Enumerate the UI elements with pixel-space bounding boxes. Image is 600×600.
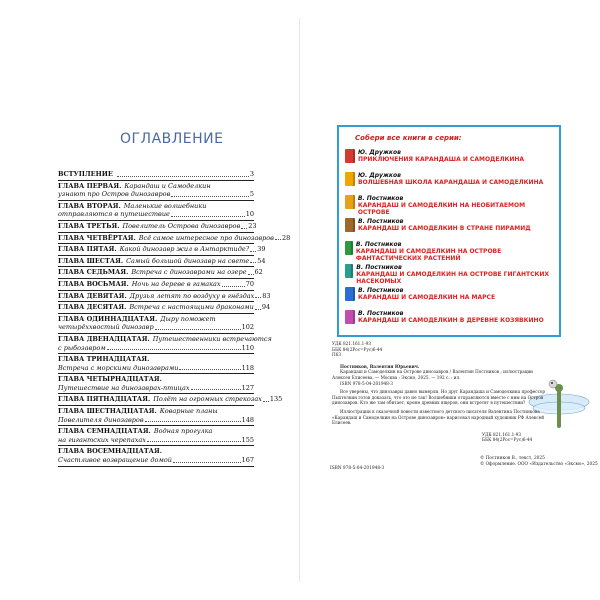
toc-leader [248, 274, 254, 275]
bbk-code-2: ББК 84(2Рос=Рус)6-44 [482, 437, 533, 443]
book-title: КАРАНДАШ И САМОДЕЛКИН НА ОСТРОВЕ ГИГАНТСКИХ НАСЕКОМЫХ [356, 271, 550, 285]
toc-page: 155 [241, 435, 254, 444]
annotation: Все уверены, что динозавры давно вымерли. Но друг Карандашa и Самоделкина профессор Пыхтелкин готов доказать, что это не так! Волшебники отправляются вместе с ним на Остров динозавров. Кто же там обитает, кроме древних ящеров, они встретят в путешествии? [332, 389, 546, 406]
toc-chapter: ГЛАВА ПЯТАЯ. [58, 245, 117, 254]
book-author: В. Постников [358, 310, 404, 317]
toc-title-text: Полёт на огромных стрекозах [153, 395, 262, 404]
toc-leader [250, 262, 256, 263]
toc-page: 28 [281, 233, 291, 242]
toc-row [58, 182, 254, 191]
series-book [345, 218, 555, 232]
toc-divider [58, 232, 254, 233]
author-line: Постников, Валентин Юрьевич. [340, 363, 420, 369]
toc-title-text: Дыру поможет [160, 314, 216, 323]
toc-chapter: ГЛАВА ДЕСЯТАЯ. [58, 303, 127, 312]
toc-row [58, 334, 272, 344]
book-icon [345, 195, 355, 209]
udk-code: УДК 821.161.1-93 [332, 341, 372, 346]
series-book [345, 310, 555, 324]
series-book [345, 287, 555, 301]
toc-title-text: Ночь на дереве в гамаках [131, 279, 221, 288]
toc-leader [117, 176, 249, 177]
toc-divider [58, 278, 254, 279]
toc-page: 62 [254, 268, 263, 277]
bbk-code: ББК 84(2Рос=Рус)6-44 [332, 346, 383, 352]
toc-title-text: Всё самое интересное про динозавров [138, 233, 274, 242]
toc-row [58, 315, 254, 324]
toc-chapter: ГЛАВА СЕДЬМАЯ. [58, 268, 129, 277]
toc-title-text: Карандаш и Самоделкин [124, 181, 211, 190]
toc-chapter: ГЛАВА ВОСЕМНАДЦАТАЯ. [58, 447, 162, 456]
book-text [358, 218, 531, 232]
toc-page: 110 [241, 343, 254, 352]
book-text [356, 241, 555, 262]
series-book [345, 241, 555, 262]
toc-title-text: Коварные планы [159, 407, 218, 416]
toc-divider [58, 373, 254, 374]
book-text [358, 310, 544, 324]
book-title: ВОЛШЕБНАЯ ШКОЛА КАРАНДАША И САМОДЕЛКИНА [358, 179, 544, 186]
toc-divider [58, 445, 254, 446]
toc-divider [58, 393, 254, 394]
book-title: КАРАНДАШ И САМОДЕЛКИН В СТРАНЕ ПИРАМИД [358, 225, 531, 232]
toc-chapter: ГЛАВА ШЕСТАЯ. [58, 256, 124, 265]
isbn-bottom: ISBN 978-5-04-201948-3 [330, 466, 385, 471]
toc-chapter: ВСТУПЛЕНИЕ [58, 170, 113, 178]
toc-leader [222, 286, 245, 287]
toc-leader [145, 421, 241, 422]
toc-chapter: ГЛАВА ЧЕТЫРНАДЦАТАЯ. [58, 375, 162, 384]
toc-leader [241, 228, 247, 229]
toc-leader [255, 309, 261, 310]
toc-title-text: Самый большой динозавр на свете [126, 256, 250, 265]
toc-row [58, 344, 254, 353]
right-page [300, 18, 600, 582]
toc-divider [58, 290, 254, 291]
toc-leader [107, 349, 241, 350]
toc-row [58, 268, 263, 277]
toc-page: 94 [261, 303, 271, 312]
toc-page: 83 [262, 291, 271, 300]
book-icon [345, 218, 355, 232]
toc-leader [171, 196, 248, 197]
toc-row [58, 384, 254, 393]
toc-title-text: Путешественники встречаются [152, 334, 272, 343]
toc-title-text: с рыбозавром [58, 343, 106, 352]
toc-title-text: Повелителя динозавров [58, 415, 144, 424]
toc-page: 135 [269, 395, 283, 404]
book-title: КАРАНДАШ И САМОДЕЛКИН В ДЕРЕВНЕ КОЗЯВКИНО [358, 317, 544, 324]
toc-divider [58, 180, 254, 181]
toc-page: 5 [249, 190, 254, 199]
toc-leader [255, 297, 261, 298]
toc-row [58, 245, 266, 254]
toc-page: 102 [241, 323, 254, 332]
toc-title-text: узнают про Остров динозавров [58, 190, 171, 199]
toc-row [58, 210, 254, 219]
toc-page: 10 [245, 210, 254, 219]
toc-row [58, 364, 254, 373]
copyright-block [480, 456, 598, 468]
toc-title-text: на гигантских черепахах [58, 435, 146, 444]
book-author: Ю. Дружков [358, 172, 401, 179]
toc-leader [263, 401, 269, 402]
toc-row [58, 202, 254, 211]
book-author: В. Постников [357, 195, 404, 202]
toc-row [58, 416, 254, 425]
series-book [345, 195, 555, 216]
toc-page: 23 [248, 221, 257, 230]
toc-title-text: Повелитель Острова динозавров [122, 221, 241, 230]
toc-row [58, 323, 254, 332]
toc-page: 167 [241, 456, 254, 465]
toc-row [58, 280, 254, 289]
copyright-text: © Постников В., текст, 2025 [480, 456, 545, 461]
toc-chapter: ГЛАВА ВОСЬМАЯ. [58, 279, 129, 288]
toc-chapter: ГЛАВА ДВЕНАДЦАТАЯ. [58, 334, 150, 343]
toc-row [58, 291, 271, 301]
toc-row [58, 190, 254, 199]
toc-title-text: Маленькие волшебники [123, 201, 207, 210]
toc-page: 148 [241, 415, 254, 424]
toc-divider [58, 200, 254, 201]
toc-leader [171, 216, 245, 217]
toc-row [58, 395, 283, 404]
toc-divider [58, 243, 254, 244]
toc-title-text: Друзья летят по воздуху в гнёздах [129, 291, 255, 300]
toc-chapter: ГЛАВА ДЕВЯТАЯ. [58, 291, 127, 300]
toc-chapter: ГЛАВА ПЕРВАЯ. [58, 181, 122, 190]
book-text [358, 287, 495, 301]
toc-leader [147, 441, 241, 442]
toc-divider [58, 333, 254, 334]
toc-row [58, 303, 271, 312]
isbn-line: ISBN 978-5-04-201948-3 [340, 380, 393, 386]
toc-divider [58, 425, 254, 426]
toc-row [58, 233, 291, 243]
toc-leader [179, 369, 240, 370]
toc-divider [58, 266, 254, 267]
illustrator-note: Иллюстрации к сказочной повести известного детского писателя Валентина Постникова «Карандаш и Самоделкин на Острове динозавров» нарисовал народный художник РФ Алексей Елисеев. [332, 408, 545, 426]
book-author: В. Постников [356, 264, 402, 271]
book-author: В. Постников [358, 218, 404, 225]
toc-row [58, 436, 254, 445]
toc-row [58, 355, 254, 364]
toc-page: 39 [257, 245, 266, 254]
series-book [345, 172, 555, 186]
book-icon [345, 310, 355, 324]
book-title: КАРАНДАШ И САМОДЕЛКИН НА НЕОБИТАЕМОМ ОСТРОВЕ [357, 202, 526, 216]
book-text [358, 195, 555, 216]
toc-page: 127 [241, 383, 254, 392]
toc-chapter: ГЛАВА ТРИНАДЦАТАЯ. [58, 355, 150, 364]
book-text [358, 172, 543, 186]
toc-divider [58, 220, 254, 221]
book-author: Ю. Дружков [358, 149, 401, 156]
toc-row [58, 256, 266, 266]
series-book [345, 264, 555, 285]
book-icon [345, 172, 355, 186]
toc-title-text: четырёххвостый динозавр [58, 323, 154, 332]
toc-title-text: отправляются в путешествие [58, 210, 170, 219]
book-title: ПРИКЛЮЧЕНИЯ КАРАНДАША И САМОДЕЛКИНА [358, 156, 525, 163]
toc-row [58, 407, 254, 416]
toc-chapter: ГЛАВА ВТОРАЯ. [58, 201, 121, 210]
toc-chapter: ГЛАВА ЧЕТВЁРТАЯ. [58, 233, 136, 242]
toc-page: 70 [245, 279, 254, 288]
toc-divider [58, 301, 254, 302]
toc-leader [191, 389, 241, 390]
toc-title-text: Счастливое возвращение домой [58, 456, 172, 465]
series-book [345, 149, 555, 163]
toc-leader [155, 329, 241, 330]
toc-title-text: Путешествие на динозаврах-птицах [58, 383, 190, 392]
toc-title: ОГЛАВЛЕНИЕ [120, 131, 224, 147]
toc-leader [275, 239, 281, 240]
toc-page: 54 [257, 256, 266, 265]
book-icon [345, 264, 353, 278]
book-author: В. Постников [355, 241, 402, 248]
series-box [337, 125, 561, 337]
author-mark: П63 [332, 352, 341, 358]
left-page [0, 18, 300, 582]
toc-row [58, 447, 254, 456]
udk-code-2: УДК 821.161.1-93 [482, 431, 522, 437]
toc-page: 3 [249, 170, 254, 178]
book-text [358, 149, 524, 163]
toc-divider [58, 313, 254, 314]
toc-title-text: Встреча с настоящими драконами [129, 303, 254, 312]
toc-chapter: ГЛАВА ПЯТНАДЦАТАЯ. [58, 395, 151, 404]
bibliographic-description: Карандаш и Самоделкин на Острове динозавров / Валентин Постников ; иллюстрации Алексея Елисеева. — Москва : Эксмо, 2025. — 192 с. : ил. [332, 369, 533, 380]
toc-page: 118 [241, 363, 254, 372]
book-title: КАРАНДАШ И САМОДЕЛКИН НА МАРСЕ [358, 294, 496, 301]
book-author: В. Постников [358, 287, 404, 294]
toc-row [58, 170, 254, 179]
toc-chapter: ГЛАВА СЕМНАДЦАТАЯ. [58, 427, 151, 436]
toc-row [58, 456, 254, 465]
imprint-block [332, 341, 552, 443]
toc-row [58, 221, 257, 231]
toc-title-text: Водная прогулка [153, 427, 213, 436]
book-title: КАРАНДАШ И САМОДЕЛКИН НА ОСТРОВЕ ФАНТАСТИЧЕСКИХ РАСТЕНИЙ [355, 248, 502, 262]
toc-title-text: Встреча с динозаврами на озере [131, 268, 247, 277]
toc-leader [250, 251, 256, 252]
toc-chapter: ГЛАВА ШЕСТНАДЦАТАЯ. [58, 407, 157, 416]
series-title: Собери все книги в серии: [355, 134, 462, 142]
toc-chapter: ГЛАВА ОДИННАДЦАТАЯ. [58, 314, 158, 323]
toc-divider [58, 466, 254, 467]
toc-title-text: Встреча с морскими динозаврами [58, 363, 179, 372]
table-of-contents [58, 170, 291, 468]
toc-leader [173, 462, 241, 463]
book-text [356, 264, 555, 285]
book-icon [345, 149, 355, 163]
toc-row [58, 375, 254, 384]
toc-row [58, 427, 254, 436]
toc-divider [58, 353, 254, 354]
toc-chapter: ГЛАВА ТРЕТЬЯ. [58, 221, 120, 230]
book-icon [345, 241, 353, 255]
toc-divider [58, 255, 254, 256]
toc-divider [58, 405, 254, 406]
copyright-design: © Оформление. ООО «Издательство «Эксмо», 2025 [480, 462, 598, 467]
book-icon [345, 287, 355, 301]
toc-title-text: Какой динозавр жил в Антарктиде? [119, 245, 250, 254]
